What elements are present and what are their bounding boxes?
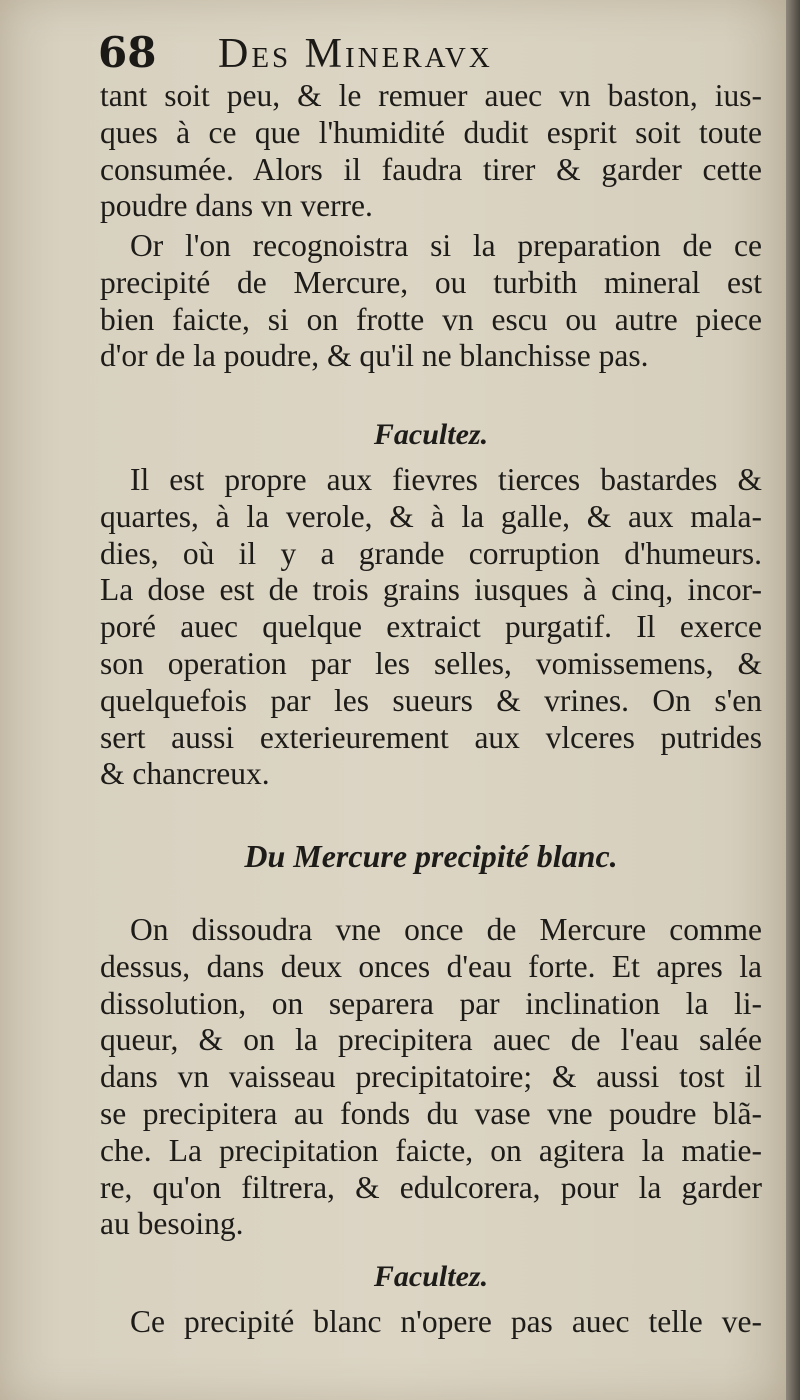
text-line: precipité de Mercure, ou turbith mineral est (100, 264, 762, 300)
text-line: bien faicte, si on frotte vn escu ou autre piece (100, 301, 762, 337)
text-line: poudre dans vn verre. (100, 188, 373, 224)
text-line: quartes, à la verole, & à la galle, & aux mala- (100, 498, 762, 534)
text-line: au besoing. (100, 1206, 244, 1242)
page-edge-shadow (786, 0, 800, 1400)
text-line: Ce precipité blanc n'opere pas auec telle ve- (130, 1304, 762, 1339)
text-line: ques à ce que l'humidité dudit esprit soit toute (100, 114, 762, 150)
text-line: re, qu'on filtrera, & edulcorera, pour la garder (100, 1169, 762, 1205)
text-line: & chancreux. (100, 756, 270, 792)
section-heading-mercure-blanc: Du Mercure precipité blanc. (244, 838, 618, 874)
text-line: tant soit peu, & le remuer auec vn baston, ius- (100, 78, 762, 113)
paragraph-facultez (100, 462, 762, 793)
text-line: quelquefois par les sueurs & vrines. On s'en (100, 682, 762, 718)
text-line: consumée. Alors il faudra tirer & garder cette (100, 151, 762, 187)
page-number: 68 (98, 28, 157, 77)
text-line: poré auec quelque extraict purgatif. Il exerce (100, 609, 762, 645)
text-line: La dose est de trois grains iusques à cinq, incor- (100, 572, 762, 608)
text-line: Or l'on recognoistra si la preparation de ce (130, 228, 762, 263)
text-line: dessus, dans deux onces d'eau forte. Et apres la (100, 948, 762, 984)
paragraph-facultez-2 (100, 1304, 762, 1341)
paragraph-continuation (100, 78, 762, 225)
paragraph-preparation-test (100, 228, 762, 375)
paragraph-mercure-blanc (100, 912, 762, 1243)
text-line: On dissoudra vne once de Mercure comme (130, 912, 762, 947)
running-title: Des Mineravx (218, 31, 493, 77)
text-line: queur, & on la precipitera auec de l'eau salée (100, 1022, 762, 1058)
section-heading-facultez-2: Facultez. (373, 1260, 489, 1293)
text-line: che. La precipitation faicte, on agitera la matie- (100, 1132, 762, 1168)
text-line: sert aussi exterieurement aux vlceres putrides (100, 719, 762, 755)
text-line: Il est propre aux fievres tierces bastardes & (130, 462, 762, 497)
text-line: se precipitera au fonds du vase vne poudre blã- (100, 1095, 762, 1131)
text-line: dies, où il y a grande corruption d'humeurs. (100, 535, 762, 571)
text-line: dans vn vaisseau precipitatoire; & aussi tost il (100, 1059, 762, 1095)
text-line: dissolution, on separera par inclination la li- (100, 985, 762, 1021)
text-line: d'or de la poudre, & qu'il ne blanchisse pas. (100, 338, 649, 374)
text-line: son operation par les selles, vomissemens, & (100, 645, 762, 681)
section-heading-facultez: Facultez. (373, 418, 489, 451)
